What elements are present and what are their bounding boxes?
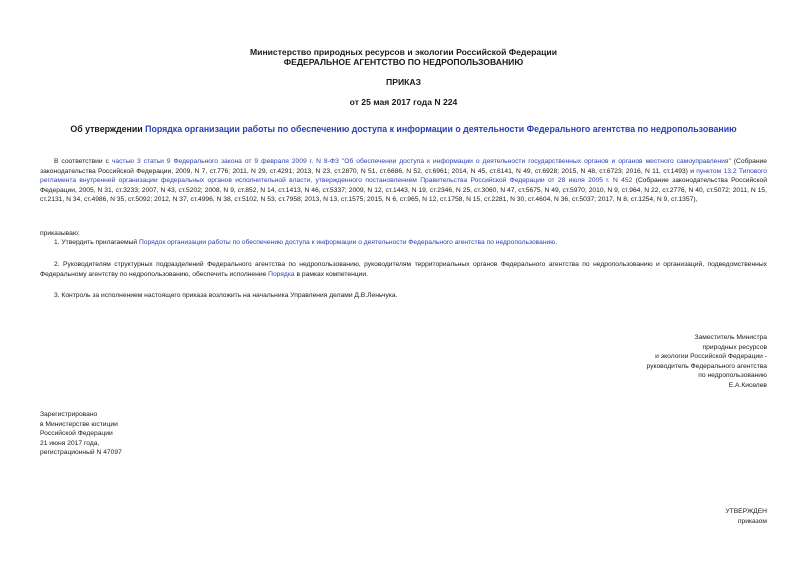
approved-block (647, 507, 767, 526)
approved-title: УТВЕРЖДЕН (725, 508, 767, 515)
approved-by: приказом (737, 517, 767, 525)
order-item-3: 3. Контроль за исполнением настоящего приказа возложить на начальника Управления делами Д.В.Леньчука. (54, 292, 398, 299)
preamble-text-3: (Собрание законодательства Российской Федерации, 2005, N 31, ст.3233; 2007, N 43, ст.5202; 2008, N 9, ст.852, N 14, ст.1413, N 46, ст.5337; 2009, N 12, ст.1443, N 19, ст.2346, N 25, ст.3060, N 47, ст.5675, N 49, ст.5970; 2010, N 9, ст.964, N 22, ст.2776, N 40, ст.5072; 2011, N 15, ст.2131, N 34, ст.4986, N 35, ст.5092; 2012, N 37, ст.4996, N 38, ст.5102, N 53, ст.7958; 2013, N 13, ст.1575; 2015, N 6, ст.965, N 12, ст.1758, N 15, ст.2281, N 30, ст.4604, N 36, ст.5037; 2017, N 8, ст.1254, N 9, ст.1357), (40, 177, 767, 203)
signature-line: и экологии Российской Федерации - (655, 353, 767, 360)
agency-name: ФЕДЕРАЛЬНОЕ АГЕНТСТВО ПО НЕДРОПОЛЬЗОВАНИЮ (283, 57, 524, 67)
regulation-link[interactable]: пунктом 13.2 Типового регламента внутренней организации федеральных органов исполнительной власти, утвержденного постановлением Правительства Российской Федерации от 28 июля 2005 г. N 452 (40, 167, 768, 184)
preamble-text-2: (Собрание законодательства Российской Федерации, 2009, N 7, ст.776; 2011, N 29, ст.4291; 2013, N 23, ст.2870, N 51, ст.6686, N 52, ст.6961; 2014, N 45, ст.6141, N 49, ст.6928; 2015, N 48, ст.6723; 2016, N 11, ст.1493) и (40, 158, 768, 175)
item1-prefix: 1. Утвердить прилагаемый (54, 239, 139, 246)
signature-line: руководитель Федерального агентства (646, 362, 767, 370)
signature-line: по недропользованию (698, 372, 767, 379)
registration-line: Зарегистрировано (40, 411, 98, 418)
federal-law-link[interactable]: частью 3 статьи 9 Федерального закона от 9 февраля 2009 г. N 8-ФЗ "Об обеспечении доступа к информации о деятельности государственных органов и органов местного самоуправления" (111, 158, 731, 165)
order-word: приказываю: (40, 230, 80, 237)
item2-suffix: в рамках компетенции. (294, 270, 368, 278)
signer-name: Е.А.Киселев (728, 381, 767, 389)
signature-line: природных ресурсов (702, 343, 767, 351)
title-link[interactable]: Порядка организации работы по обеспечению доступа к информации о деятельности Федерального агентства по недропользованию (145, 124, 737, 134)
document-date-number: от 25 мая 2017 года N 224 (349, 97, 458, 107)
order-item-1 (40, 238, 767, 248)
order-item-2 (40, 260, 767, 279)
signature-block (567, 333, 767, 390)
item1-suffix: . (555, 239, 558, 246)
title-prefix: Об утверждении (70, 124, 146, 134)
registration-line: в Министерстве юстиции (40, 420, 118, 428)
document-type: ПРИКАЗ (386, 77, 421, 87)
registration-number: регистрационный N 47097 (40, 449, 122, 456)
registration-block (40, 410, 240, 458)
registration-line: 21 июня 2017 года, (40, 439, 100, 447)
document-title (0, 124, 807, 135)
procedure-link[interactable]: Порядок организации работы по обеспечению доступа к информации о деятельности Федерального агентства по недропользованию (138, 239, 556, 246)
preamble-paragraph (40, 157, 767, 205)
item2-prefix: 2. Руководителям структурных подразделений Федерального агентства по недропользованию, руководителям территориальных органов Федерального агентства по недропользованию и организаций, подведомственных Федеральному агентству по недропользованию, обеспечить исполнение (40, 261, 767, 278)
signature-line: Заместитель Министра (694, 334, 767, 341)
ministry-name: Министерство природных ресурсов и экологии Российской Федерации (250, 47, 557, 57)
procedure-short-link[interactable]: Порядка (268, 270, 295, 278)
registration-line: Российской Федерации (40, 430, 113, 437)
preamble-text-1: В соответствии с (54, 158, 112, 165)
